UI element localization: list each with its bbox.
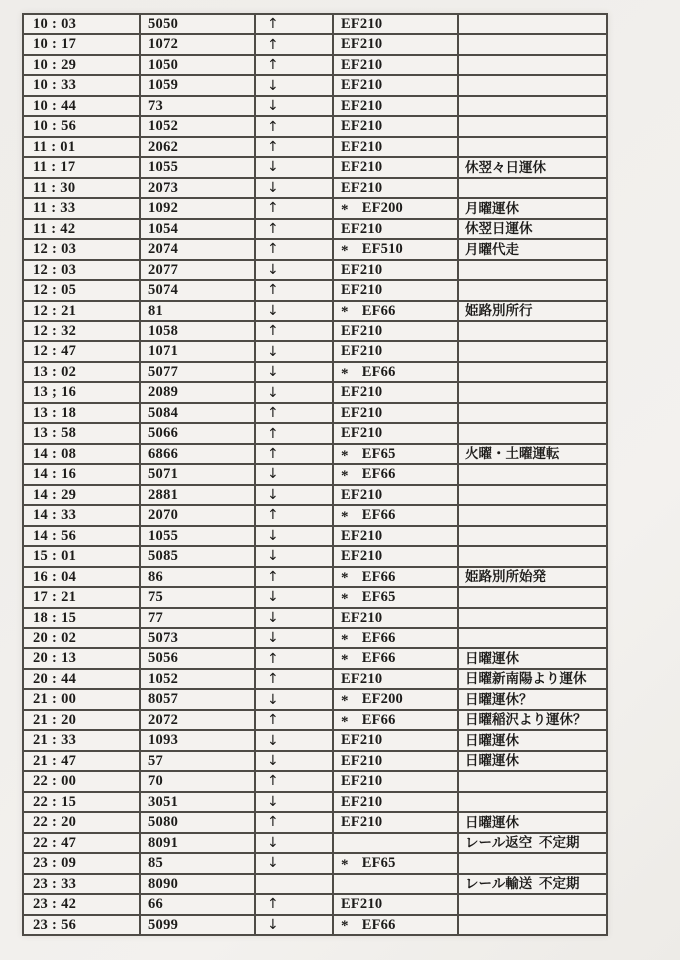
cell-locomotive-class bbox=[334, 240, 457, 258]
down-arrow-icon: ↓ bbox=[256, 342, 332, 360]
loco-class-label: EF65 bbox=[361, 445, 396, 462]
cell-locomotive-class bbox=[334, 649, 457, 667]
cell-train-number: 8091 bbox=[141, 834, 254, 852]
cell-note bbox=[459, 772, 606, 790]
loco-class-label: EF210 bbox=[341, 548, 383, 565]
down-arrow-icon: ↓ bbox=[256, 916, 332, 934]
up-arrow-icon: ↑ bbox=[256, 445, 332, 463]
cell-note bbox=[459, 465, 606, 483]
loco-class-label: EF210 bbox=[341, 36, 383, 53]
loco-class-label: EF210 bbox=[341, 56, 383, 73]
down-arrow-icon: ↓ bbox=[256, 261, 332, 279]
loco-class-label: EF66 bbox=[361, 650, 396, 667]
loco-class-label: EF210 bbox=[341, 752, 383, 769]
cell-train-number: 2089 bbox=[141, 383, 254, 401]
cell-train-number: 5080 bbox=[141, 813, 254, 831]
cell-train-number: 1052 bbox=[141, 117, 254, 135]
cell-departure-time: 20 : 13 bbox=[24, 649, 139, 667]
cell-departure-time: 12 : 47 bbox=[24, 342, 139, 360]
up-arrow-icon: ↑ bbox=[256, 404, 332, 422]
loco-class-label: EF210 bbox=[341, 138, 383, 155]
cell-locomotive-class bbox=[334, 465, 457, 483]
up-arrow-icon: ↑ bbox=[256, 813, 332, 831]
asterisk-mark: * bbox=[341, 570, 349, 587]
cell-departure-time: 22 : 15 bbox=[24, 793, 139, 811]
cell-train-number: 5056 bbox=[141, 649, 254, 667]
cell-train-number: 75 bbox=[141, 588, 254, 606]
loco-class-label: EF210 bbox=[341, 732, 383, 749]
asterisk-mark: * bbox=[341, 856, 349, 873]
cell-train-number: 8090 bbox=[141, 875, 254, 893]
up-arrow-icon: ↑ bbox=[256, 199, 332, 217]
cell-train-number: 1092 bbox=[141, 199, 254, 217]
loco-class-label: EF210 bbox=[341, 896, 383, 913]
cell-departure-time: 13 : 18 bbox=[24, 404, 139, 422]
cell-locomotive-class bbox=[334, 875, 457, 893]
up-arrow-icon: ↑ bbox=[256, 15, 332, 33]
down-arrow-icon: ↓ bbox=[256, 609, 332, 627]
cell-train-number: 2074 bbox=[141, 240, 254, 258]
cell-train-number: 3051 bbox=[141, 793, 254, 811]
cell-note bbox=[459, 588, 606, 606]
cell-train-number: 2881 bbox=[141, 486, 254, 504]
cell-departure-time: 10 : 03 bbox=[24, 15, 139, 33]
cell-note bbox=[459, 97, 606, 115]
cell-note bbox=[459, 486, 606, 504]
down-arrow-icon: ↓ bbox=[256, 854, 332, 872]
cell-departure-time: 16 : 04 bbox=[24, 568, 139, 586]
cell-locomotive-class bbox=[334, 772, 457, 790]
cell-note bbox=[459, 35, 606, 53]
loco-class-label: EF66 bbox=[361, 507, 396, 524]
cell-note bbox=[459, 281, 606, 299]
cell-departure-time: 10 : 29 bbox=[24, 56, 139, 74]
loco-class-label: EF210 bbox=[341, 670, 383, 687]
cell-train-number: 86 bbox=[141, 568, 254, 586]
cell-note bbox=[459, 793, 606, 811]
loco-class-label: EF210 bbox=[341, 814, 383, 831]
cell-departure-time: 13 : 02 bbox=[24, 363, 139, 381]
asterisk-mark: * bbox=[341, 918, 349, 934]
cell-locomotive-class bbox=[334, 76, 457, 94]
cell-note bbox=[459, 383, 606, 401]
cell-departure-time: 12 : 03 bbox=[24, 240, 139, 258]
cell-note: レール返空 不定期 bbox=[459, 834, 606, 852]
cell-locomotive-class bbox=[334, 179, 457, 197]
cell-train-number: 57 bbox=[141, 752, 254, 770]
cell-train-number: 6866 bbox=[141, 445, 254, 463]
cell-note bbox=[459, 363, 606, 381]
cell-train-number: 1055 bbox=[141, 158, 254, 176]
cell-note bbox=[459, 117, 606, 135]
loco-class-label: EF210 bbox=[341, 322, 383, 339]
loco-class-label: EF210 bbox=[341, 282, 383, 299]
down-arrow-icon: ↓ bbox=[256, 547, 332, 565]
cell-locomotive-class bbox=[334, 158, 457, 176]
cell-departure-time: 22 : 00 bbox=[24, 772, 139, 790]
up-arrow-icon: ↑ bbox=[256, 895, 332, 913]
loco-class-label: EF210 bbox=[341, 97, 383, 114]
cell-departure-time: 20 : 02 bbox=[24, 629, 139, 647]
cell-note bbox=[459, 506, 606, 524]
cell-locomotive-class bbox=[334, 302, 457, 320]
loco-class-label: EF210 bbox=[341, 527, 383, 544]
loco-class-label: EF66 bbox=[361, 568, 396, 585]
cell-note bbox=[459, 56, 606, 74]
cell-train-number: 81 bbox=[141, 302, 254, 320]
cell-locomotive-class bbox=[334, 711, 457, 729]
down-arrow-icon: ↓ bbox=[256, 629, 332, 647]
cell-departure-time: 23 : 09 bbox=[24, 854, 139, 872]
loco-class-label: EF66 bbox=[361, 629, 396, 646]
loco-class-label: EF210 bbox=[341, 118, 383, 135]
cell-train-number: 5050 bbox=[141, 15, 254, 33]
down-arrow-icon: ↓ bbox=[256, 76, 332, 94]
cell-departure-time: 21 : 47 bbox=[24, 752, 139, 770]
cell-train-number: 5073 bbox=[141, 629, 254, 647]
cell-departure-time: 14 : 56 bbox=[24, 527, 139, 545]
loco-class-label: EF210 bbox=[341, 425, 383, 442]
down-arrow-icon: ↓ bbox=[256, 383, 332, 401]
cell-train-number: 5099 bbox=[141, 916, 254, 934]
cell-note bbox=[459, 322, 606, 340]
cell-locomotive-class bbox=[334, 813, 457, 831]
up-arrow-icon: ↑ bbox=[256, 220, 332, 238]
down-arrow-icon: ↓ bbox=[256, 527, 332, 545]
asterisk-mark: * bbox=[341, 201, 349, 218]
cell-locomotive-class bbox=[334, 424, 457, 442]
up-arrow-icon: ↑ bbox=[256, 56, 332, 74]
asterisk-mark: * bbox=[341, 508, 349, 525]
cell-train-number: 85 bbox=[141, 854, 254, 872]
loco-class-label: EF210 bbox=[341, 486, 383, 503]
cell-train-number: 1093 bbox=[141, 731, 254, 749]
down-arrow-icon: ↓ bbox=[256, 731, 332, 749]
cell-departure-time: 10 : 56 bbox=[24, 117, 139, 135]
loco-class-label: EF65 bbox=[361, 855, 396, 872]
up-arrow-icon: ↑ bbox=[256, 649, 332, 667]
up-arrow-icon: ↑ bbox=[256, 506, 332, 524]
asterisk-mark: * bbox=[341, 693, 349, 709]
asterisk-mark: * bbox=[341, 365, 349, 382]
cell-note: 日曜運休？ bbox=[459, 690, 606, 708]
loco-class-label: EF200 bbox=[361, 200, 403, 217]
loco-class-label: EF210 bbox=[341, 220, 383, 237]
cell-train-number: 1072 bbox=[141, 35, 254, 53]
cell-note bbox=[459, 629, 606, 647]
cell-locomotive-class bbox=[334, 97, 457, 115]
cell-locomotive-class bbox=[334, 281, 457, 299]
down-arrow-icon: ↓ bbox=[256, 793, 332, 811]
cell-train-number: 5071 bbox=[141, 465, 254, 483]
cell-train-number: 2077 bbox=[141, 261, 254, 279]
cell-departure-time: 14 : 29 bbox=[24, 486, 139, 504]
cell-departure-time: 23 : 56 bbox=[24, 916, 139, 934]
asterisk-mark: * bbox=[341, 447, 349, 464]
cell-note bbox=[459, 547, 606, 565]
cell-locomotive-class bbox=[334, 383, 457, 401]
asterisk-mark: * bbox=[341, 590, 349, 607]
down-arrow-icon: ↓ bbox=[256, 834, 332, 852]
up-arrow-icon: ↑ bbox=[256, 424, 332, 442]
cell-locomotive-class bbox=[334, 916, 457, 934]
up-arrow-icon: ↑ bbox=[256, 117, 332, 135]
cell-locomotive-class bbox=[334, 199, 457, 217]
loco-class-label: EF210 bbox=[341, 261, 383, 278]
cell-note: 日曜稲沢より運休？ bbox=[459, 711, 606, 729]
up-arrow-icon: ↑ bbox=[256, 670, 332, 688]
down-arrow-icon: ↓ bbox=[256, 179, 332, 197]
cell-locomotive-class bbox=[334, 486, 457, 504]
cell-locomotive-class bbox=[334, 363, 457, 381]
asterisk-mark: * bbox=[341, 242, 349, 259]
loco-class-label: EF210 bbox=[341, 793, 383, 810]
cell-departure-time: 11 : 01 bbox=[24, 138, 139, 156]
cell-note bbox=[459, 916, 606, 934]
cell-train-number: 5085 bbox=[141, 547, 254, 565]
loco-class-label: EF210 bbox=[341, 159, 383, 176]
cell-locomotive-class bbox=[334, 854, 457, 872]
cell-departure-time: 11 : 30 bbox=[24, 179, 139, 197]
loco-class-label: EF66 bbox=[361, 711, 396, 728]
cell-note: レール輸送 不定期 bbox=[459, 875, 606, 893]
cell-departure-time: 17 : 21 bbox=[24, 588, 139, 606]
cell-locomotive-class bbox=[334, 404, 457, 422]
loco-class-label: EF510 bbox=[361, 241, 403, 258]
cell-locomotive-class bbox=[334, 445, 457, 463]
cell-departure-time: 10 : 44 bbox=[24, 97, 139, 115]
cell-train-number: 2072 bbox=[141, 711, 254, 729]
cell-locomotive-class bbox=[334, 690, 457, 708]
cell-departure-time: 10 : 33 bbox=[24, 76, 139, 94]
down-arrow-icon: ↓ bbox=[256, 690, 332, 708]
cell-note: 日曜運休 bbox=[459, 752, 606, 770]
cell-locomotive-class bbox=[334, 752, 457, 770]
cell-train-number: 8057 bbox=[141, 690, 254, 708]
up-arrow-icon: ↑ bbox=[256, 568, 332, 586]
loco-class-label: EF210 bbox=[341, 343, 383, 360]
up-arrow-icon: ↑ bbox=[256, 711, 332, 729]
cell-direction-arrow bbox=[256, 875, 332, 893]
up-arrow-icon: ↑ bbox=[256, 322, 332, 340]
loco-class-label: EF210 bbox=[341, 404, 383, 421]
cell-locomotive-class bbox=[334, 793, 457, 811]
loco-class-label: EF210 bbox=[341, 773, 383, 790]
down-arrow-icon: ↓ bbox=[256, 588, 332, 606]
cell-note bbox=[459, 609, 606, 627]
cell-note: 日曜新南陽より運休 bbox=[459, 670, 606, 688]
loco-class-label: EF66 bbox=[361, 466, 396, 483]
cell-train-number: 2070 bbox=[141, 506, 254, 524]
cell-departure-time: 12 : 21 bbox=[24, 302, 139, 320]
down-arrow-icon: ↓ bbox=[256, 752, 332, 770]
asterisk-mark: * bbox=[341, 304, 349, 320]
asterisk-mark: * bbox=[341, 467, 349, 484]
cell-locomotive-class bbox=[334, 670, 457, 688]
cell-departure-time: 21 : 33 bbox=[24, 731, 139, 749]
cell-note bbox=[459, 261, 606, 279]
cell-note bbox=[459, 527, 606, 545]
cell-departure-time: 22 : 20 bbox=[24, 813, 139, 831]
cell-note: 月曜代走 bbox=[459, 240, 606, 258]
cell-note: 姫路別所行 bbox=[459, 302, 606, 320]
cell-locomotive-class bbox=[334, 834, 457, 852]
cell-train-number: 1052 bbox=[141, 670, 254, 688]
down-arrow-icon: ↓ bbox=[256, 465, 332, 483]
cell-note: 火曜・土曜運転 bbox=[459, 445, 606, 463]
loco-class-label: EF210 bbox=[341, 384, 383, 401]
cell-departure-time: 20 : 44 bbox=[24, 670, 139, 688]
cell-note: 姫路別所始発 bbox=[459, 568, 606, 586]
cell-departure-time: 18 : 15 bbox=[24, 609, 139, 627]
up-arrow-icon: ↑ bbox=[256, 138, 332, 156]
cell-locomotive-class bbox=[334, 506, 457, 524]
loco-class-label: EF210 bbox=[341, 179, 383, 196]
down-arrow-icon: ↓ bbox=[256, 97, 332, 115]
cell-departure-time: 21 : 00 bbox=[24, 690, 139, 708]
cell-locomotive-class bbox=[334, 56, 457, 74]
cell-train-number: 5066 bbox=[141, 424, 254, 442]
loco-class-label: EF66 bbox=[361, 916, 396, 933]
asterisk-mark: * bbox=[341, 631, 349, 648]
cell-train-number: 1054 bbox=[141, 220, 254, 238]
cell-departure-time: 11 : 42 bbox=[24, 220, 139, 238]
cell-departure-time: 14 : 08 bbox=[24, 445, 139, 463]
cell-train-number: 1059 bbox=[141, 76, 254, 94]
cell-departure-time: 23 : 33 bbox=[24, 875, 139, 893]
cell-train-number: 70 bbox=[141, 772, 254, 790]
cell-train-number: 77 bbox=[141, 609, 254, 627]
cell-departure-time: 11 : 17 bbox=[24, 158, 139, 176]
cell-locomotive-class bbox=[334, 547, 457, 565]
cell-departure-time: 13 ; 16 bbox=[24, 383, 139, 401]
down-arrow-icon: ↓ bbox=[256, 158, 332, 176]
cell-locomotive-class bbox=[334, 35, 457, 53]
cell-note bbox=[459, 179, 606, 197]
cell-departure-time: 10 : 17 bbox=[24, 35, 139, 53]
cell-train-number: 2062 bbox=[141, 138, 254, 156]
cell-train-number: 66 bbox=[141, 895, 254, 913]
cell-note bbox=[459, 895, 606, 913]
cell-departure-time: 14 : 16 bbox=[24, 465, 139, 483]
cell-departure-time: 13 : 58 bbox=[24, 424, 139, 442]
down-arrow-icon: ↓ bbox=[256, 302, 332, 320]
cell-note: 休翌日運休 bbox=[459, 220, 606, 238]
cell-train-number: 1071 bbox=[141, 342, 254, 360]
cell-departure-time: 12 : 05 bbox=[24, 281, 139, 299]
cell-departure-time: 12 : 32 bbox=[24, 322, 139, 340]
cell-train-number: 2073 bbox=[141, 179, 254, 197]
cell-locomotive-class bbox=[334, 342, 457, 360]
up-arrow-icon: ↑ bbox=[256, 35, 332, 53]
loco-class-label: EF210 bbox=[341, 609, 383, 626]
up-arrow-icon: ↑ bbox=[256, 240, 332, 258]
cell-departure-time: 23 : 42 bbox=[24, 895, 139, 913]
cell-locomotive-class bbox=[334, 588, 457, 606]
loco-class-label: EF66 bbox=[361, 363, 396, 380]
cell-note bbox=[459, 76, 606, 94]
loco-class-label: EF65 bbox=[361, 589, 396, 606]
cell-locomotive-class bbox=[334, 322, 457, 340]
cell-note bbox=[459, 15, 606, 33]
cell-train-number: 1055 bbox=[141, 527, 254, 545]
down-arrow-icon: ↓ bbox=[256, 363, 332, 381]
cell-locomotive-class bbox=[334, 568, 457, 586]
cell-locomotive-class bbox=[334, 117, 457, 135]
cell-departure-time: 12 : 03 bbox=[24, 261, 139, 279]
cell-note: 日曜運休 bbox=[459, 731, 606, 749]
cell-departure-time: 21 : 20 bbox=[24, 711, 139, 729]
cell-locomotive-class bbox=[334, 731, 457, 749]
cell-departure-time: 14 : 33 bbox=[24, 506, 139, 524]
cell-train-number: 5077 bbox=[141, 363, 254, 381]
cell-departure-time: 11 : 33 bbox=[24, 199, 139, 217]
cell-locomotive-class bbox=[334, 15, 457, 33]
cell-locomotive-class bbox=[334, 138, 457, 156]
cell-train-number: 1058 bbox=[141, 322, 254, 340]
asterisk-mark: * bbox=[341, 713, 349, 730]
cell-departure-time: 15 : 01 bbox=[24, 547, 139, 565]
cell-note bbox=[459, 854, 606, 872]
cell-locomotive-class bbox=[334, 895, 457, 913]
loco-class-label: EF66 bbox=[361, 302, 396, 319]
down-arrow-icon: ↓ bbox=[256, 486, 332, 504]
cell-note bbox=[459, 138, 606, 156]
freight-timetable bbox=[22, 13, 608, 936]
cell-train-number: 5074 bbox=[141, 281, 254, 299]
cell-locomotive-class bbox=[334, 629, 457, 647]
cell-locomotive-class bbox=[334, 261, 457, 279]
up-arrow-icon: ↑ bbox=[256, 281, 332, 299]
cell-locomotive-class bbox=[334, 220, 457, 238]
loco-class-label: EF210 bbox=[341, 15, 383, 32]
cell-note: 日曜運休 bbox=[459, 813, 606, 831]
cell-note bbox=[459, 404, 606, 422]
asterisk-mark: * bbox=[341, 652, 349, 668]
cell-locomotive-class bbox=[334, 527, 457, 545]
cell-train-number: 5084 bbox=[141, 404, 254, 422]
cell-note bbox=[459, 342, 606, 360]
cell-train-number: 73 bbox=[141, 97, 254, 115]
cell-locomotive-class bbox=[334, 609, 457, 627]
cell-note: 月曜運休 bbox=[459, 199, 606, 217]
cell-note bbox=[459, 424, 606, 442]
cell-note: 休翌々日運休 bbox=[459, 158, 606, 176]
loco-class-label: EF200 bbox=[361, 691, 403, 708]
loco-class-label: EF210 bbox=[341, 77, 383, 94]
cell-note: 日曜運休 bbox=[459, 649, 606, 667]
up-arrow-icon: ↑ bbox=[256, 772, 332, 790]
cell-train-number: 1050 bbox=[141, 56, 254, 74]
cell-departure-time: 22 : 47 bbox=[24, 834, 139, 852]
